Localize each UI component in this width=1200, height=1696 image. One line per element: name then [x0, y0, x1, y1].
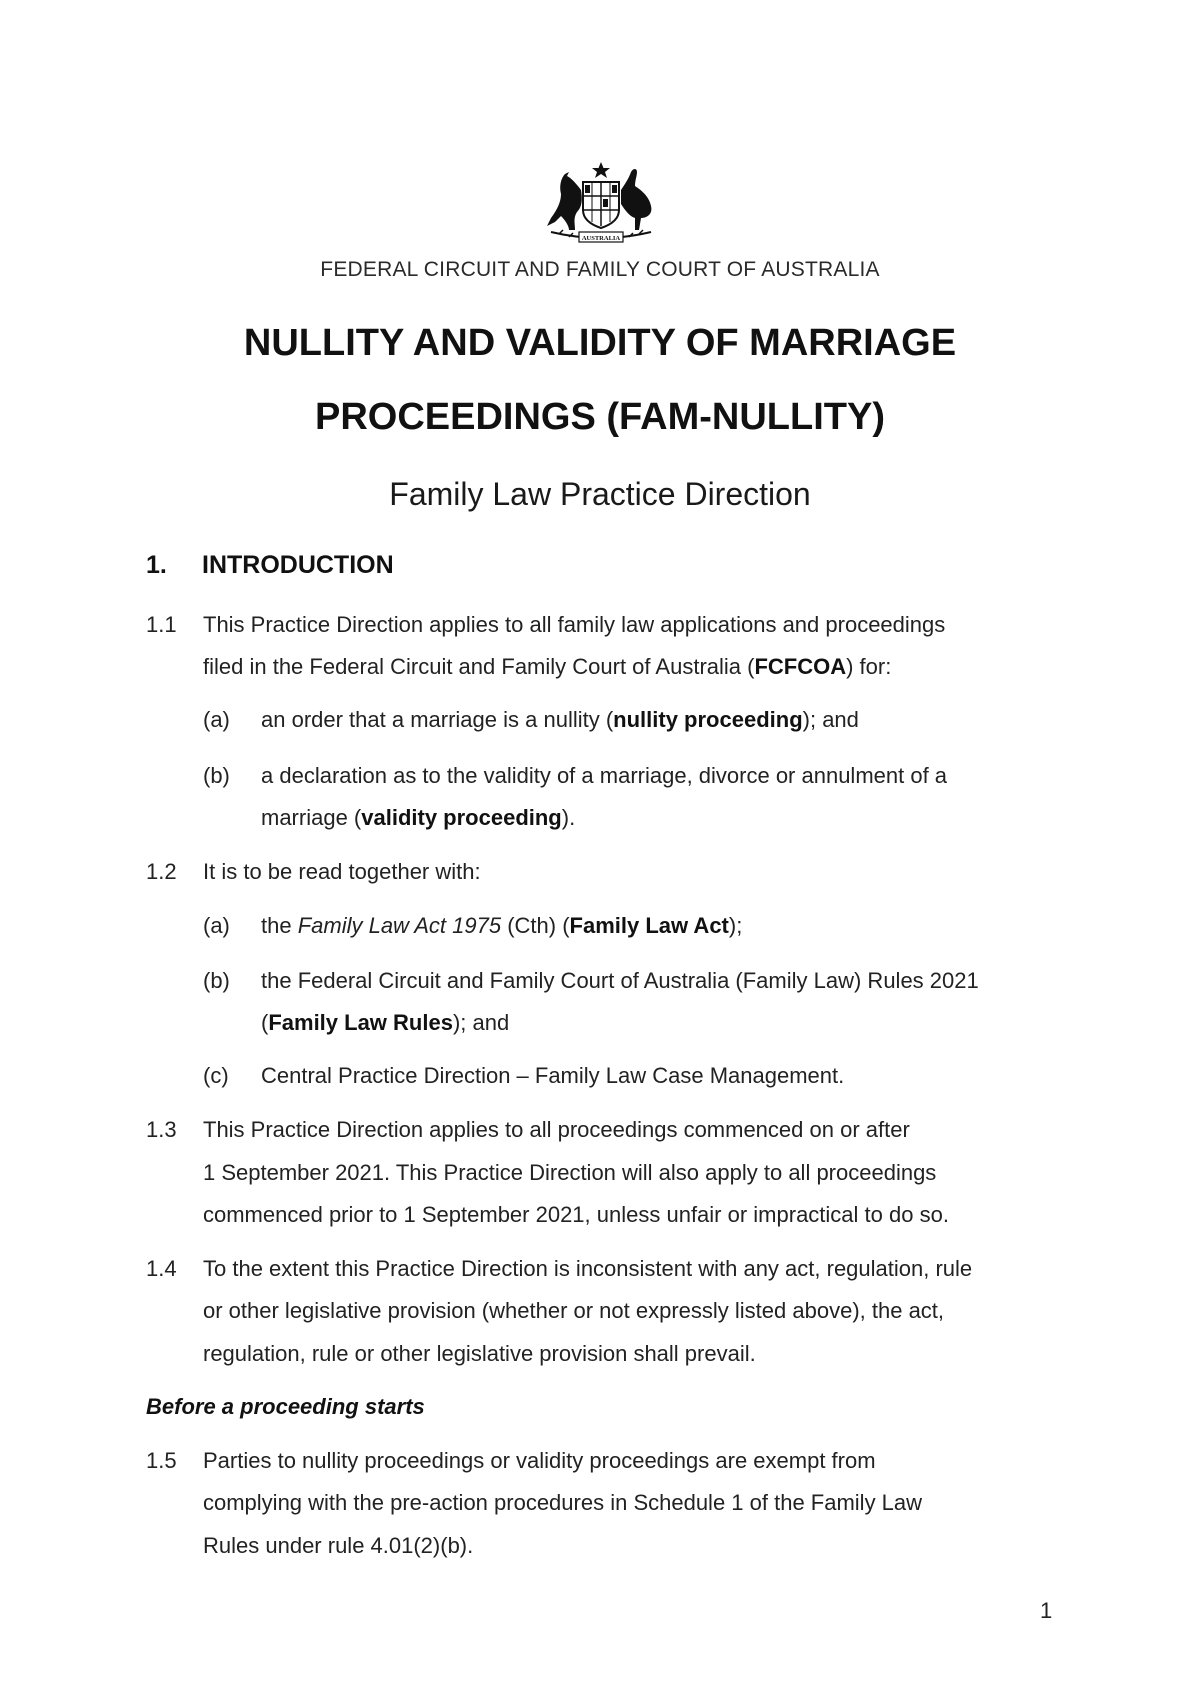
document-title-line-1: NULLITY AND VALIDITY OF MARRIAGE: [243, 322, 957, 364]
act-title: Family Law Act 1975: [297, 913, 502, 938]
subparagraph-label: (a): [203, 707, 230, 732]
paragraph-number: 1.2: [146, 859, 177, 884]
paragraph-number: 1.5: [146, 1448, 177, 1473]
crest-motto-text: AUSTRALIA: [581, 235, 621, 242]
paragraph-text: This Practice Direction applies to all family law applications and proceedings: [203, 612, 946, 637]
subheading: Before a proceeding starts: [146, 1394, 425, 1419]
defined-term: nullity proceeding: [613, 707, 803, 732]
subparagraph-label: (c): [203, 1063, 229, 1088]
paragraph-number: 1.3: [146, 1117, 177, 1142]
defined-term: validity proceeding: [361, 805, 562, 830]
paragraph-text: Parties to nullity proceedings or validity proceedings are exempt from: [203, 1448, 876, 1473]
defined-term: FCFCOA: [754, 654, 847, 679]
paragraph-text: filed in the Federal Circuit and Family Court of Australia (FCFCOA) for:: [203, 654, 892, 679]
subparagraph-text: (Family Law Rules); and: [261, 1010, 510, 1035]
section-number: 1.: [146, 551, 167, 579]
page-number: 1: [1040, 1598, 1053, 1623]
subparagraph-text: a declaration as to the validity of a marriage, divorce or annulment of a: [261, 763, 948, 788]
subparagraph-label: (b): [203, 763, 230, 788]
defined-term: Family Law Rules: [268, 1010, 453, 1035]
paragraph-number: 1.1: [146, 612, 177, 637]
court-name: FEDERAL CIRCUIT AND FAMILY COURT OF AUSTRALIA: [320, 258, 880, 281]
paragraph-text: It is to be read together with:: [203, 859, 481, 884]
subparagraph-label: (b): [203, 968, 230, 993]
paragraph-text: 1 September 2021. This Practice Direction will also apply to all proceedings: [203, 1160, 937, 1185]
paragraph-text: commenced prior to 1 September 2021, unless unfair or impractical to do so.: [203, 1202, 949, 1227]
defined-term: Family Law Act: [569, 913, 729, 938]
subparagraph-text: Central Practice Direction – Family Law Case Management.: [261, 1063, 845, 1088]
paragraph-number: 1.4: [146, 1256, 177, 1281]
paragraph-text: This Practice Direction applies to all proceedings commenced on or after: [203, 1117, 910, 1142]
document-subtitle: Family Law Practice Direction: [389, 476, 811, 512]
paragraph-text: Rules under rule 4.01(2)(b).: [203, 1533, 474, 1558]
section-heading: INTRODUCTION: [202, 551, 394, 579]
subparagraph-text: marriage (validity proceeding).: [261, 805, 576, 830]
subparagraph-label: (a): [203, 913, 230, 938]
paragraph-text: complying with the pre-action procedures in Schedule 1 of the Family Law: [203, 1490, 923, 1515]
document-title-line-2: PROCEEDINGS (FAM-NULLITY): [315, 396, 885, 438]
subparagraph-text: an order that a marriage is a nullity (nullity proceeding); and: [261, 707, 859, 732]
subparagraph-text: the Federal Circuit and Family Court of Australia (Family Law) Rules 2021: [261, 968, 979, 993]
paragraph-text: To the extent this Practice Direction is inconsistent with any act, regulation, rule: [203, 1256, 973, 1281]
paragraph-text: regulation, rule or other legislative provision shall prevail.: [203, 1341, 756, 1366]
paragraph-text: or other legislative provision (whether or not expressly listed above), the act,: [203, 1298, 945, 1323]
subparagraph-text: the Family Law Act 1975 (Cth) (Family Law Act);: [261, 913, 743, 938]
